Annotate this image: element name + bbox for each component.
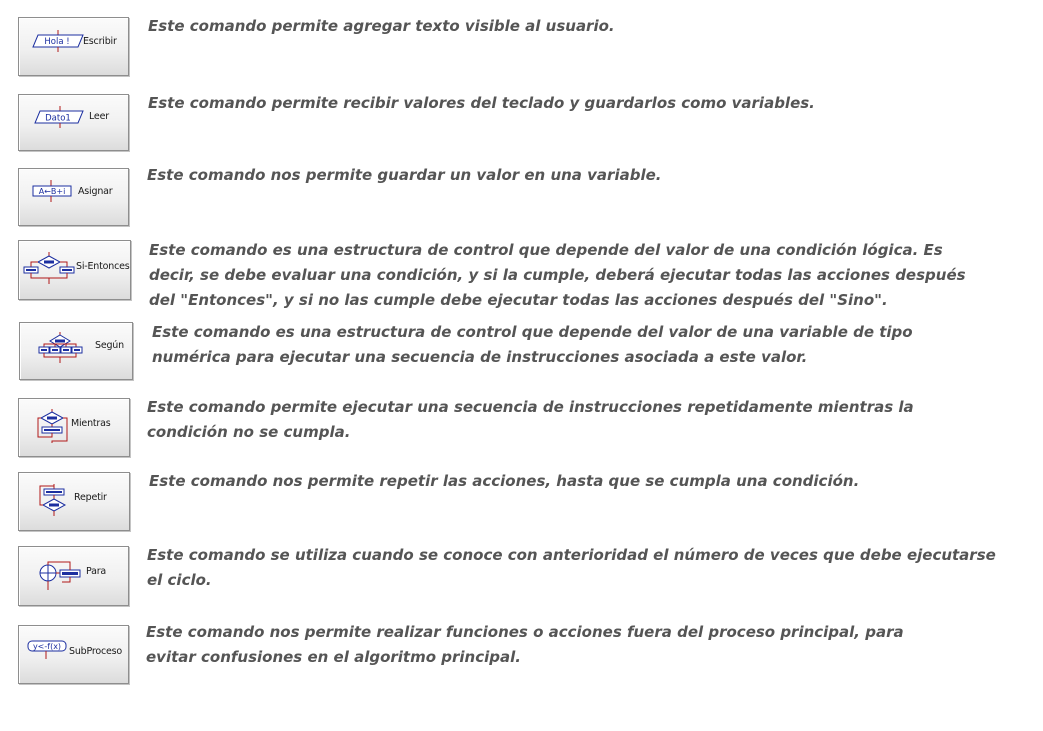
svg-text:Hola !: Hola ! [44,37,70,47]
mientras-description: Este comando permite ejecutar una secuencia de instrucciones repetidamente mientras la condición no se cumpla. [147,398,914,441]
para-label: Para [86,566,107,577]
repeat-loop-icon [38,484,72,516]
escribir-description: Este comando permite agregar texto visible al usuario. [148,17,615,35]
svg-text:y<-f(x): y<-f(x) [32,642,62,651]
si-entonces-label: Si-Entonces [76,261,130,272]
if-then-flow-icon [22,252,76,288]
segun-button[interactable] [19,322,133,380]
svg-text:Dato1: Dato1 [45,113,71,124]
repetir-description: Este comando nos permite repetir las acciones, hasta que se cumpla una condición. [149,472,860,490]
mientras-label: Mientras [71,418,111,429]
para-button[interactable] [18,546,129,606]
svg-text:A←B+i: A←B+i [38,187,66,196]
si-entonces-button[interactable] [18,240,131,300]
switch-flow-icon [38,332,90,364]
leer-description: Este comando permite recibir valores del teclado y guardarlos como variables. [148,94,815,112]
segun-description: Este comando es una estructura de control que depende del valor de una variable de tipo numérica para ejecutar una secuencia de instrucciones asociada a este valor. [152,323,913,366]
subprocess-icon [26,638,70,660]
si-entonces-description: Este comando es una estructura de control que depende del valor de una condición lógica. Es decir, se debe evaluar una condición, y si la cumple, deberá ejecutar todas las acciones después del "Entonces", y si no las cumple debe ejecutar todas las acciones después del "Sino". [149,241,966,309]
subproceso-description: Este comando nos permite realizar funciones o acciones fuera del proceso principal, para evitar confusiones en el algoritmo principal. [146,623,904,666]
leer-button[interactable] [18,94,129,151]
repetir-label: Repetir [74,492,107,503]
while-loop-icon [36,409,72,443]
escribir-button[interactable] [18,17,129,76]
mientras-button[interactable] [18,398,130,457]
assign-flow-icon [31,180,75,202]
asignar-button[interactable] [18,168,129,226]
segun-label: Según [95,340,124,351]
for-loop-icon [38,558,82,592]
write-flow-icon [31,30,87,52]
escribir-label: Escribir [83,36,117,47]
asignar-description: Este comando nos permite guardar un valor en una variable. [147,166,662,184]
para-description: Este comando se utiliza cuando se conoce con anterioridad el número de veces que debe ejecutarse el ciclo. [147,546,996,589]
read-flow-icon [33,106,89,128]
subproceso-button[interactable] [18,625,129,684]
subproceso-label: SubProceso [69,646,122,657]
asignar-label: Asignar [78,186,113,197]
repetir-button[interactable] [18,472,130,531]
leer-label: Leer [89,111,109,122]
